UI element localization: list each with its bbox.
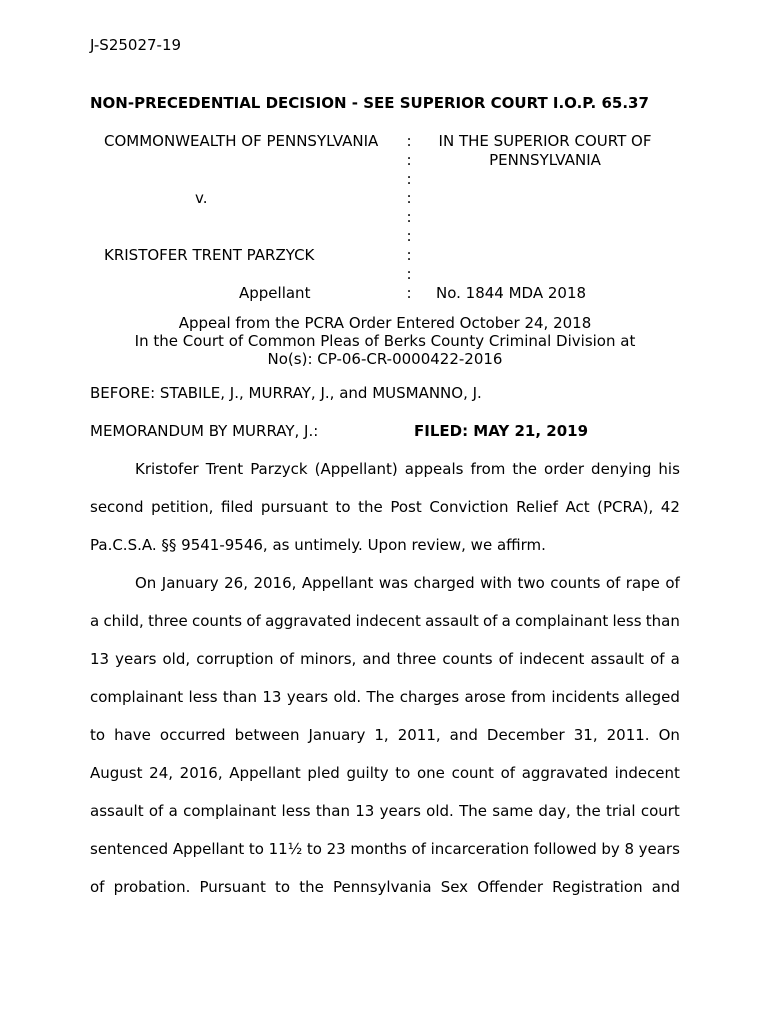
panel-judges: BEFORE: STABILE, J., MURRAY, J., and MUSMANNO, J. [90,384,482,402]
filed-date: FILED: MAY 21, 2019 [414,422,589,440]
body-line: August 24, 2016, Appellant pled guilty to one count of aggravated indecent [90,764,680,782]
court-line-2: PENNSYLVANIA [489,151,601,169]
court-name [420,132,670,170]
case-number: No. 1844 MDA 2018 [436,284,587,302]
versus-label: v. [195,189,208,207]
body-line: assault of a complainant less than 13 years old. The same day, the trial court [90,802,680,820]
defendant-name: KRISTOFER TRENT PARZYCK [104,246,315,264]
memorandum-author: MEMORANDUM BY MURRAY, J.: [90,422,319,440]
appeal-line-1: Appeal from the PCRA Order Entered October 24, 2018 [178,314,592,332]
body-line: Kristofer Trent Parzyck (Appellant) appeals from the order denying his [135,460,680,478]
body-line: second petition, filed pursuant to the Post Conviction Relief Act (PCRA), 42 [90,498,680,516]
colon-1: : [406,132,412,150]
body-line: to have occurred between January 1, 2011, and December 31, 2011. On [90,726,680,744]
colon-2: : [406,151,412,169]
appellant-role: Appellant [239,284,311,302]
colon-6: : [406,227,412,245]
appeal-line-2: In the Court of Common Pleas of Berks County Criminal Division at [134,332,636,350]
court-line-1: IN THE SUPERIOR COURT OF [438,132,652,150]
colon-7: : [406,246,412,264]
body-line: a child, three counts of aggravated indecent assault of a complainant less than [90,612,680,630]
colon-9: : [406,284,412,302]
plaintiff-name: COMMONWEALTH OF PENNSYLVANIA [104,132,379,150]
body-line: of probation. Pursuant to the Pennsylvania Sex Offender Registration and [90,878,680,896]
body-line: sentenced Appellant to 11½ to 23 months of incarceration followed by 8 years [90,840,680,858]
decision-heading: NON-PRECEDENTIAL DECISION - SEE SUPERIOR COURT I.O.P. 65.37 [90,94,649,112]
appeal-description [90,314,680,368]
docket-number: J-S25027-19 [90,36,182,54]
body-line: Pa.C.S.A. §§ 9541-9546, as untimely. Upon review, we affirm. [90,536,546,554]
colon-5: : [406,208,412,226]
body-line: On January 26, 2016, Appellant was charged with two counts of rape of [135,574,680,592]
body-line: 13 years old, corruption of minors, and three counts of indecent assault of a [90,650,680,668]
opinion-body [90,458,680,914]
appeal-line-3: No(s): CP-06-CR-0000422-2016 [267,350,503,368]
body-line: complainant less than 13 years old. The charges arose from incidents alleged [90,688,680,706]
caption-divider [403,132,415,303]
colon-4: : [406,189,412,207]
colon-3: : [406,170,412,188]
colon-8: : [406,265,412,283]
